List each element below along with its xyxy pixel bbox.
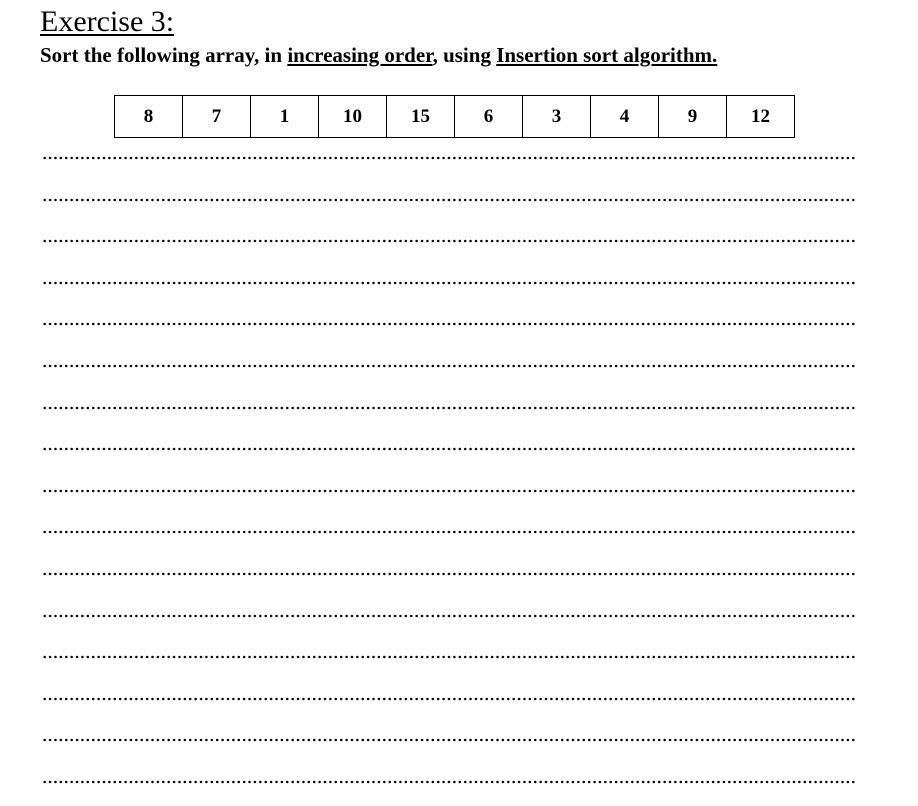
instruction-text: Sort the following array, in [40, 43, 288, 67]
answer-dotted-line [42, 364, 857, 368]
array-cell: 4 [591, 96, 659, 138]
array-cell: 1 [251, 96, 319, 138]
answer-dotted-line [42, 489, 857, 493]
answer-dotted-line [42, 530, 857, 534]
answer-dotted-line [42, 655, 857, 659]
answer-dotted-line [42, 447, 857, 451]
answer-dotted-line [42, 780, 857, 784]
answer-dotted-line [42, 198, 857, 202]
array-cell: 9 [659, 96, 727, 138]
answer-dotted-line [42, 156, 857, 160]
exercise-title: Exercise 3: [40, 5, 175, 38]
answer-dotted-line [42, 572, 857, 576]
answer-dotted-line [42, 239, 857, 243]
array-cell: 12 [727, 96, 795, 138]
answer-dotted-line [42, 738, 857, 742]
array-cell: 3 [523, 96, 591, 138]
array-cell: 10 [319, 96, 387, 138]
array-cell: 15 [387, 96, 455, 138]
answer-area [42, 0, 857, 806]
array-cell: 6 [455, 96, 523, 138]
instruction-text: , using [432, 43, 497, 67]
answer-dotted-line [42, 322, 857, 326]
instruction-emphasis-order: increasing order [287, 43, 433, 67]
answer-dotted-line [42, 614, 857, 618]
answer-dotted-line [42, 697, 857, 701]
instruction-emphasis-algorithm: Insertion sort algorithm. [496, 43, 718, 67]
answer-dotted-line [42, 281, 857, 285]
array-cell: 7 [183, 96, 251, 138]
answer-dotted-line [42, 406, 857, 410]
array-cell: 8 [115, 96, 183, 138]
